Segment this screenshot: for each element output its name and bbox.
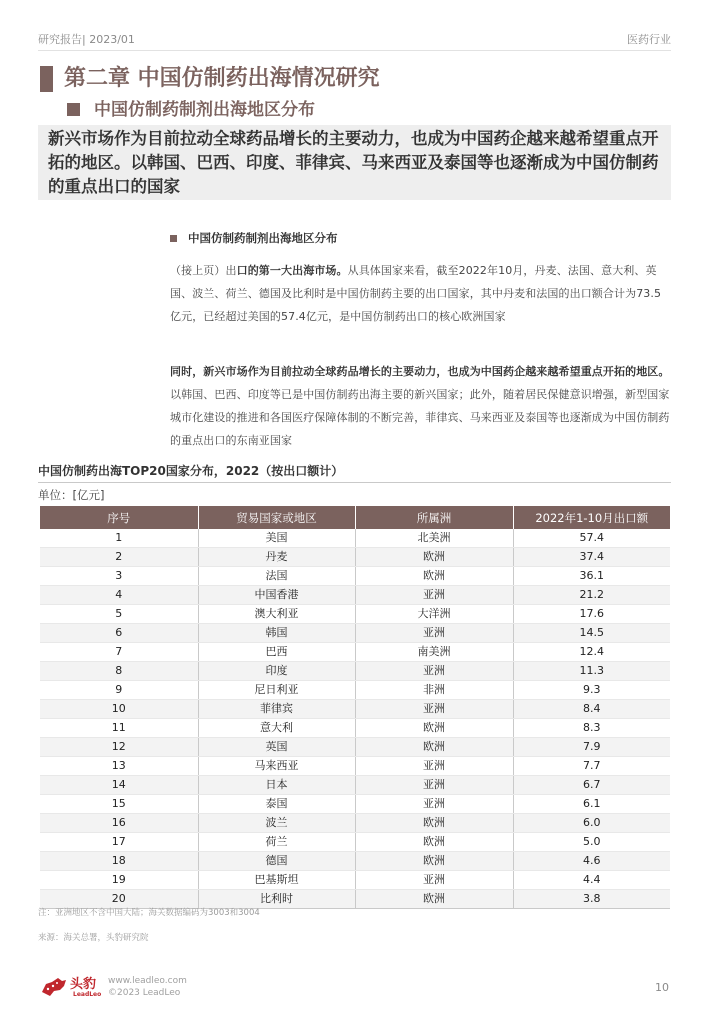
paragraph-1-prefix: （接上页）出 xyxy=(170,264,237,277)
page-number: 10 xyxy=(655,981,669,994)
cell-continent: 欧洲 xyxy=(355,814,513,833)
table-row xyxy=(40,643,670,662)
table-note: 注：亚洲地区不含中国大陆；海关数据编码为3003和3004 xyxy=(38,908,260,918)
cell-rank: 3 xyxy=(40,567,198,586)
table-row xyxy=(40,529,670,548)
table-row xyxy=(40,871,670,890)
cell-continent: 欧洲 xyxy=(355,833,513,852)
paragraph-2 xyxy=(170,360,670,452)
table-row xyxy=(40,814,670,833)
cell-rank: 2 xyxy=(40,548,198,567)
cell-continent: 南美洲 xyxy=(355,643,513,662)
cell-continent: 亚洲 xyxy=(355,757,513,776)
cell-rank: 15 xyxy=(40,795,198,814)
header-rank: 序号 xyxy=(40,506,198,529)
paragraph-2-bold: 同时，新兴市场作为目前拉动全球药品增长的主要动力，也成为中国药企越来越希望重点开拓的地区。 xyxy=(170,365,670,378)
summary-box: 新兴市场作为目前拉动全球药品增长的主要动力，也成为中国药企越来越希望重点开拓的地区。以韩国、巴西、印度、菲律宾、马来西亚及泰国等也逐渐成为中国仿制药的重点出口的国家 xyxy=(38,125,671,200)
cell-export-value: 5.0 xyxy=(513,833,670,852)
cell-rank: 14 xyxy=(40,776,198,795)
cell-country: 印度 xyxy=(198,662,355,681)
cell-country: 澳大利亚 xyxy=(198,605,355,624)
table-row xyxy=(40,852,670,871)
cell-continent: 北美洲 xyxy=(355,529,513,548)
paragraph-2-rest: 以韩国、巴西、印度等已是中国仿制药出海主要的新兴国家；此外，随着居民保健意识增强，新型国家城市化建设的推进和各国医疗保障体制的不断完善，菲律宾、马来西亚及泰国等也逐渐成为中国仿制药的重点出口的东南亚国家 xyxy=(170,388,670,447)
cell-rank: 12 xyxy=(40,738,198,757)
table-row xyxy=(40,586,670,605)
cell-continent: 欧洲 xyxy=(355,548,513,567)
cell-rank: 4 xyxy=(40,586,198,605)
cell-export-value: 3.8 xyxy=(513,890,670,909)
cell-country: 荷兰 xyxy=(198,833,355,852)
cell-country: 丹麦 xyxy=(198,548,355,567)
table-row xyxy=(40,795,670,814)
cell-rank: 20 xyxy=(40,890,198,909)
chapter-marker xyxy=(40,66,53,92)
subsection-marker xyxy=(170,235,177,242)
header-country: 贸易国家或地区 xyxy=(198,506,355,529)
cell-country: 美国 xyxy=(198,529,355,548)
table-title-divider xyxy=(38,482,671,483)
cell-continent: 欧洲 xyxy=(355,567,513,586)
table-row xyxy=(40,605,670,624)
cell-export-value: 7.7 xyxy=(513,757,670,776)
table-row xyxy=(40,624,670,643)
cell-export-value: 36.1 xyxy=(513,567,670,586)
cell-continent: 欧洲 xyxy=(355,719,513,738)
chapter-title: 第二章 中国仿制药出海情况研究 xyxy=(64,66,380,91)
cell-rank: 16 xyxy=(40,814,198,833)
cell-country: 巴基斯坦 xyxy=(198,871,355,890)
cell-export-value: 8.3 xyxy=(513,719,670,738)
cell-rank: 11 xyxy=(40,719,198,738)
paragraph-1-bold: 口的第一大出海市场。 xyxy=(236,264,348,277)
footer-copyright: ©2023 LeadLeo xyxy=(108,988,181,998)
table-header-row xyxy=(40,506,670,529)
header-industry: 医药行业 xyxy=(627,33,671,46)
cell-rank: 6 xyxy=(40,624,198,643)
header-continent: 所属洲 xyxy=(355,506,513,529)
footer-url[interactable]: www.leadleo.com xyxy=(108,976,187,986)
cell-continent: 亚洲 xyxy=(355,700,513,719)
cell-country: 尼日利亚 xyxy=(198,681,355,700)
cell-continent: 非洲 xyxy=(355,681,513,700)
cell-rank: 9 xyxy=(40,681,198,700)
cell-rank: 7 xyxy=(40,643,198,662)
table-unit: 单位：[亿元] xyxy=(38,488,105,502)
cell-export-value: 21.2 xyxy=(513,586,670,605)
cell-continent: 欧洲 xyxy=(355,852,513,871)
export-table xyxy=(40,506,670,909)
cell-export-value: 6.0 xyxy=(513,814,670,833)
paragraph-1-rest: 从具体国家来看，截至2022年10月，丹麦、法国、意大利、英国、波兰、荷兰、德国及比利时是中国仿制药主要的出口国家，其中丹麦和法国的出口额合计为73.5亿元，已经超过美国的57.4亿元，是中国仿制药出口的核心欧洲国家 xyxy=(170,264,662,323)
cell-rank: 10 xyxy=(40,700,198,719)
cell-country: 中国香港 xyxy=(198,586,355,605)
section-title: 中国仿制药制剂出海地区分布 xyxy=(94,100,315,120)
table-row xyxy=(40,681,670,700)
cell-country: 波兰 xyxy=(198,814,355,833)
table-row xyxy=(40,738,670,757)
cell-continent: 欧洲 xyxy=(355,890,513,909)
cell-continent: 大洋洲 xyxy=(355,605,513,624)
cell-export-value: 11.3 xyxy=(513,662,670,681)
table-row xyxy=(40,757,670,776)
cell-country: 德国 xyxy=(198,852,355,871)
cell-export-value: 9.3 xyxy=(513,681,670,700)
cell-continent: 亚洲 xyxy=(355,795,513,814)
cell-export-value: 37.4 xyxy=(513,548,670,567)
paragraph-1 xyxy=(170,259,670,328)
cell-rank: 19 xyxy=(40,871,198,890)
section-marker xyxy=(67,103,80,116)
cell-country: 马来西亚 xyxy=(198,757,355,776)
logo-text: 头豹 xyxy=(70,977,97,992)
table-row xyxy=(40,700,670,719)
cell-continent: 欧洲 xyxy=(355,738,513,757)
cell-country: 英国 xyxy=(198,738,355,757)
cell-continent: 亚洲 xyxy=(355,871,513,890)
table-row xyxy=(40,567,670,586)
cell-export-value: 7.9 xyxy=(513,738,670,757)
cell-country: 比利时 xyxy=(198,890,355,909)
cell-country: 巴西 xyxy=(198,643,355,662)
cell-continent: 亚洲 xyxy=(355,776,513,795)
header-export-value: 2022年1-10月出口额 xyxy=(513,506,670,529)
cell-rank: 13 xyxy=(40,757,198,776)
header-report-date: 研究报告| 2023/01 xyxy=(38,33,135,46)
header-divider xyxy=(38,50,671,51)
table-source: 来源：海关总署，头豹研究院 xyxy=(38,933,149,943)
cell-continent: 亚洲 xyxy=(355,586,513,605)
cell-export-value: 57.4 xyxy=(513,529,670,548)
cell-country: 泰国 xyxy=(198,795,355,814)
cell-export-value: 6.7 xyxy=(513,776,670,795)
cell-continent: 亚洲 xyxy=(355,624,513,643)
cell-country: 日本 xyxy=(198,776,355,795)
table-row xyxy=(40,662,670,681)
cell-continent: 亚洲 xyxy=(355,662,513,681)
cell-rank: 5 xyxy=(40,605,198,624)
cell-export-value: 17.6 xyxy=(513,605,670,624)
cell-country: 法国 xyxy=(198,567,355,586)
footer-site xyxy=(108,975,187,999)
table-title: 中国仿制药出海TOP20国家分布，2022（按出口额计） xyxy=(38,464,344,478)
cell-export-value: 6.1 xyxy=(513,795,670,814)
cell-export-value: 8.4 xyxy=(513,700,670,719)
table-row xyxy=(40,776,670,795)
table-row xyxy=(40,548,670,567)
cell-rank: 18 xyxy=(40,852,198,871)
table-row xyxy=(40,719,670,738)
subsection-title: 中国仿制药制剂出海地区分布 xyxy=(188,231,338,245)
cell-rank: 1 xyxy=(40,529,198,548)
cell-rank: 17 xyxy=(40,833,198,852)
cell-export-value: 4.6 xyxy=(513,852,670,871)
cell-country: 菲律宾 xyxy=(198,700,355,719)
table-row xyxy=(40,833,670,852)
cell-country: 意大利 xyxy=(198,719,355,738)
cell-country: 韩国 xyxy=(198,624,355,643)
cell-export-value: 4.4 xyxy=(513,871,670,890)
cell-export-value: 12.4 xyxy=(513,643,670,662)
logo-subtext: LeadLeo xyxy=(73,991,102,998)
cell-rank: 8 xyxy=(40,662,198,681)
cell-export-value: 14.5 xyxy=(513,624,670,643)
